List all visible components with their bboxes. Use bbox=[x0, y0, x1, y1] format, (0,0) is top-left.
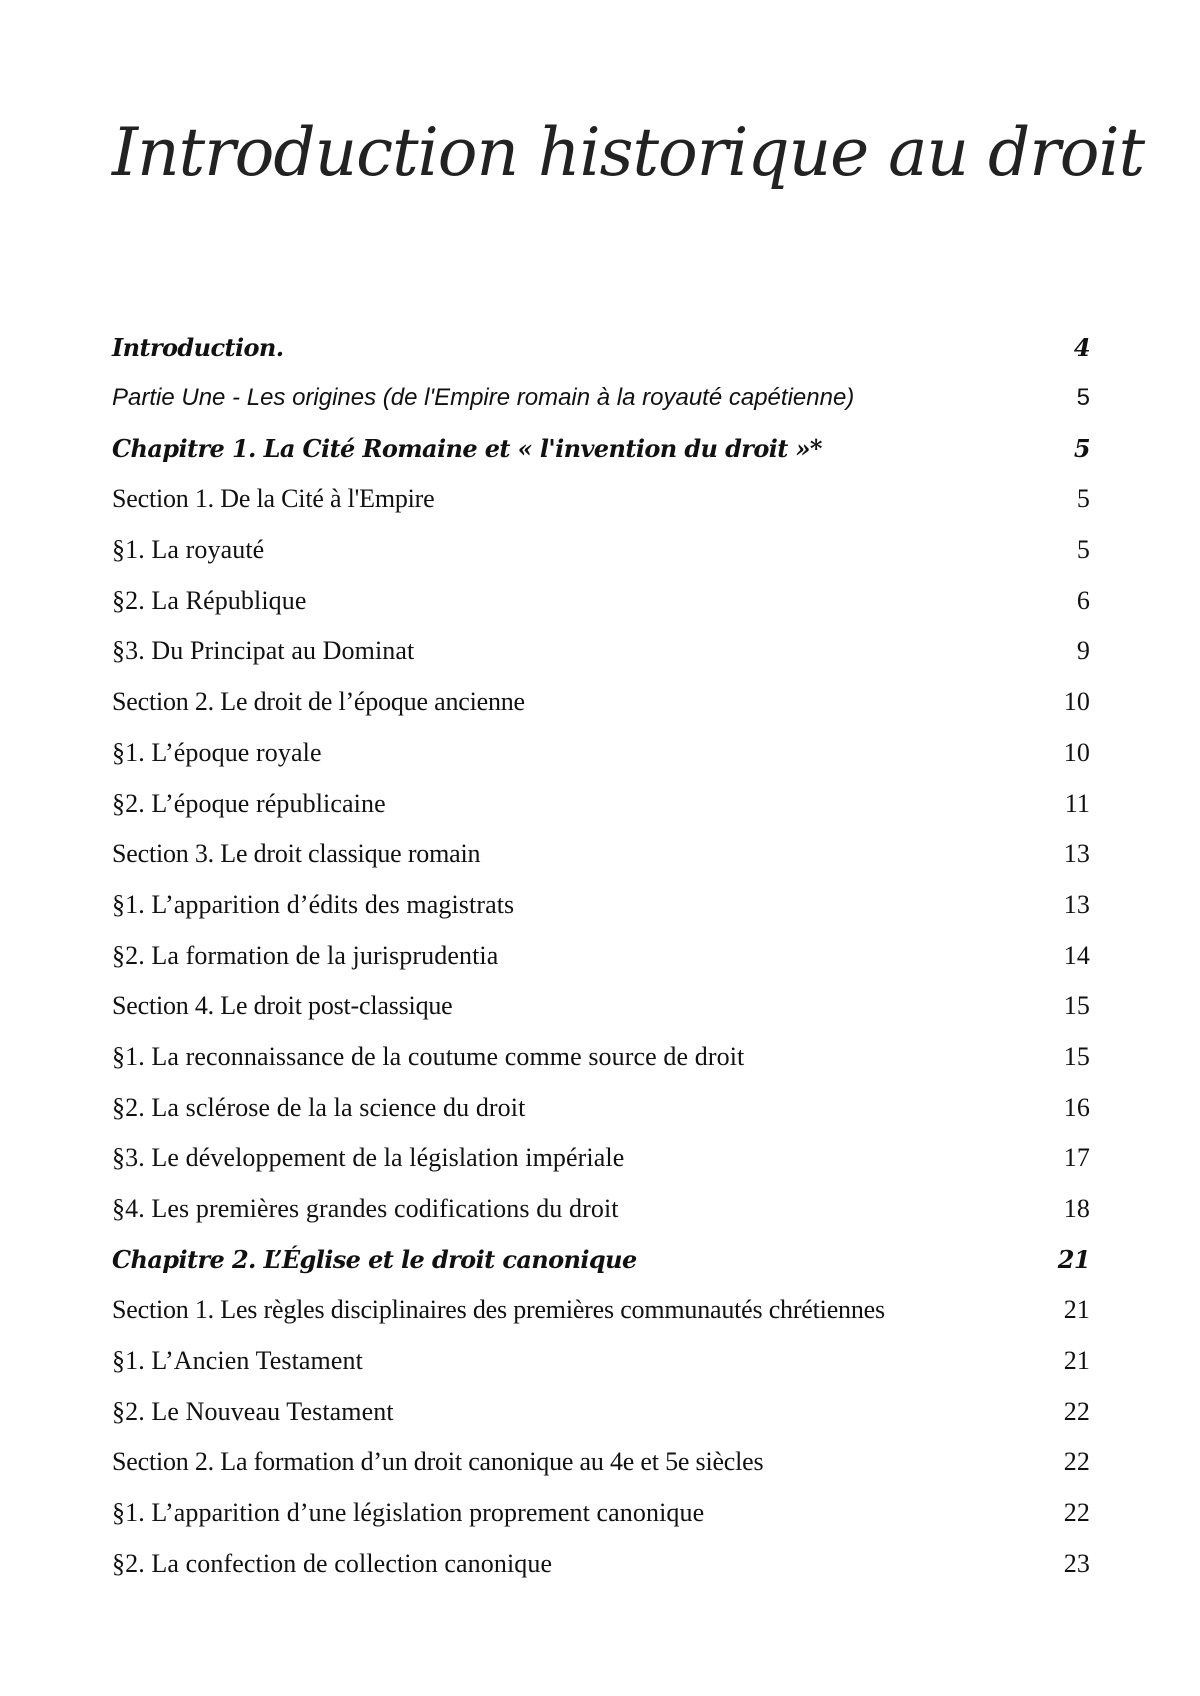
toc-entry-para[interactable] bbox=[112, 778, 1090, 829]
toc-entry-label: Introduction. bbox=[112, 332, 284, 362]
toc-entry-label: §1. La reconnaissance de la coutume comme source de droit bbox=[112, 1041, 745, 1071]
toc-entry-page-number: 14 bbox=[1063, 940, 1090, 970]
table-of-contents bbox=[112, 322, 1090, 1589]
toc-entry-page-number: 10 bbox=[1063, 687, 1090, 717]
toc-entry-chapter[interactable] bbox=[112, 423, 1090, 474]
toc-entry-para[interactable] bbox=[112, 1336, 1090, 1387]
toc-entry-label: §2. La République bbox=[112, 585, 307, 615]
toc-entry-label: §1. L’Ancien Testament bbox=[112, 1346, 363, 1376]
toc-entry-label: §2. Le Nouveau Testament bbox=[112, 1396, 394, 1426]
toc-entry-section[interactable] bbox=[112, 677, 1090, 728]
toc-entry-intro[interactable] bbox=[112, 322, 1090, 373]
toc-entry-label: Section 2. Le droit de l’époque ancienne bbox=[112, 687, 525, 717]
toc-entry-para[interactable] bbox=[112, 575, 1090, 626]
toc-entry-page-number: 5 bbox=[1076, 384, 1090, 412]
toc-entry-section[interactable] bbox=[112, 981, 1090, 1032]
toc-entry-label: §4. Les premières grandes codifications du droit bbox=[112, 1194, 619, 1224]
toc-entry-para[interactable] bbox=[112, 1386, 1090, 1437]
toc-entry-para[interactable] bbox=[112, 1082, 1090, 1133]
toc-entry-page-number: 15 bbox=[1063, 991, 1090, 1021]
toc-entry-page-number: 13 bbox=[1063, 839, 1090, 869]
toc-entry-page-number: 21 bbox=[1057, 1245, 1090, 1275]
page-title: Introduction historique au droit bbox=[112, 114, 1145, 191]
toc-entry-page-number: 16 bbox=[1063, 1092, 1090, 1122]
toc-entry-page-number: 5 bbox=[1073, 434, 1090, 464]
toc-entry-page-number: 22 bbox=[1063, 1447, 1090, 1477]
toc-entry-page-number: 21 bbox=[1063, 1346, 1090, 1376]
toc-entry-part[interactable] bbox=[112, 373, 1090, 424]
toc-entry-label: §3. Le développement de la législation impériale bbox=[112, 1143, 625, 1173]
toc-entry-page-number: 18 bbox=[1063, 1194, 1090, 1224]
toc-entry-page-number: 5 bbox=[1076, 484, 1090, 514]
toc-entry-label: §2. L’époque républicaine bbox=[112, 788, 386, 818]
toc-entry-section[interactable] bbox=[112, 829, 1090, 880]
toc-entry-page-number: 10 bbox=[1063, 737, 1090, 767]
toc-entry-label: Section 1. Les règles disciplinaires des premières communautés chrétiennes bbox=[112, 1295, 885, 1325]
toc-entry-label: §1. L’époque royale bbox=[112, 737, 322, 767]
toc-entry-page-number: 5 bbox=[1076, 535, 1090, 565]
toc-entry-para[interactable] bbox=[112, 728, 1090, 779]
toc-entry-label: Section 3. Le droit classique romain bbox=[112, 839, 481, 869]
toc-entry-page-number: 15 bbox=[1063, 1041, 1090, 1071]
toc-entry-para[interactable] bbox=[112, 880, 1090, 931]
toc-entry-label: Chapitre 1. La Cité Romaine et « l'invention du droit »* bbox=[112, 434, 822, 464]
toc-entry-label: §1. L’apparition d’édits des magistrats bbox=[112, 889, 515, 919]
toc-entry-page-number: 22 bbox=[1063, 1498, 1090, 1528]
toc-entry-page-number: 6 bbox=[1076, 585, 1090, 615]
toc-entry-para[interactable] bbox=[112, 1488, 1090, 1539]
toc-entry-para[interactable] bbox=[112, 930, 1090, 981]
toc-entry-section[interactable] bbox=[112, 474, 1090, 525]
toc-entry-para[interactable] bbox=[112, 1184, 1090, 1235]
toc-entry-page-number: 4 bbox=[1073, 332, 1090, 362]
toc-entry-section[interactable] bbox=[112, 1285, 1090, 1336]
toc-entry-para[interactable] bbox=[112, 626, 1090, 677]
toc-entry-page-number: 23 bbox=[1063, 1548, 1090, 1578]
toc-entry-label: §1. L’apparition d’une législation proprement canonique bbox=[112, 1498, 705, 1528]
toc-entry-label: Section 2. La formation d’un droit canonique au 4e et 5e siècles bbox=[112, 1447, 764, 1477]
toc-entry-label: Partie Une - Les origines (de l'Empire romain à la royauté capétienne) bbox=[112, 384, 855, 412]
toc-entry-page-number: 21 bbox=[1063, 1295, 1090, 1325]
toc-entry-page-number: 22 bbox=[1063, 1396, 1090, 1426]
toc-entry-label: §2. La formation de la jurisprudentia bbox=[112, 940, 499, 970]
toc-entry-section[interactable] bbox=[112, 1437, 1090, 1488]
toc-entry-para[interactable] bbox=[112, 1133, 1090, 1184]
toc-entry-label: Section 4. Le droit post-classique bbox=[112, 991, 453, 1021]
toc-entry-page-number: 11 bbox=[1064, 788, 1090, 818]
toc-entry-page-number: 9 bbox=[1076, 636, 1090, 666]
toc-entry-label: Section 1. De la Cité à l'Empire bbox=[112, 484, 435, 514]
toc-entry-para[interactable] bbox=[112, 1539, 1090, 1590]
toc-entry-para[interactable] bbox=[112, 1032, 1090, 1083]
toc-entry-label: §2. La sclérose de la la science du droit bbox=[112, 1092, 526, 1122]
toc-entry-label: Chapitre 2. L’Église et le droit canonique bbox=[112, 1245, 637, 1275]
toc-entry-chapter[interactable] bbox=[112, 1234, 1090, 1285]
toc-entry-page-number: 17 bbox=[1063, 1143, 1090, 1173]
toc-entry-page-number: 13 bbox=[1063, 889, 1090, 919]
toc-entry-label: §2. La confection de collection canonique bbox=[112, 1548, 553, 1578]
toc-entry-para[interactable] bbox=[112, 525, 1090, 576]
toc-entry-label: §1. La royauté bbox=[112, 535, 265, 565]
toc-entry-label: §3. Du Principat au Dominat bbox=[112, 636, 415, 666]
